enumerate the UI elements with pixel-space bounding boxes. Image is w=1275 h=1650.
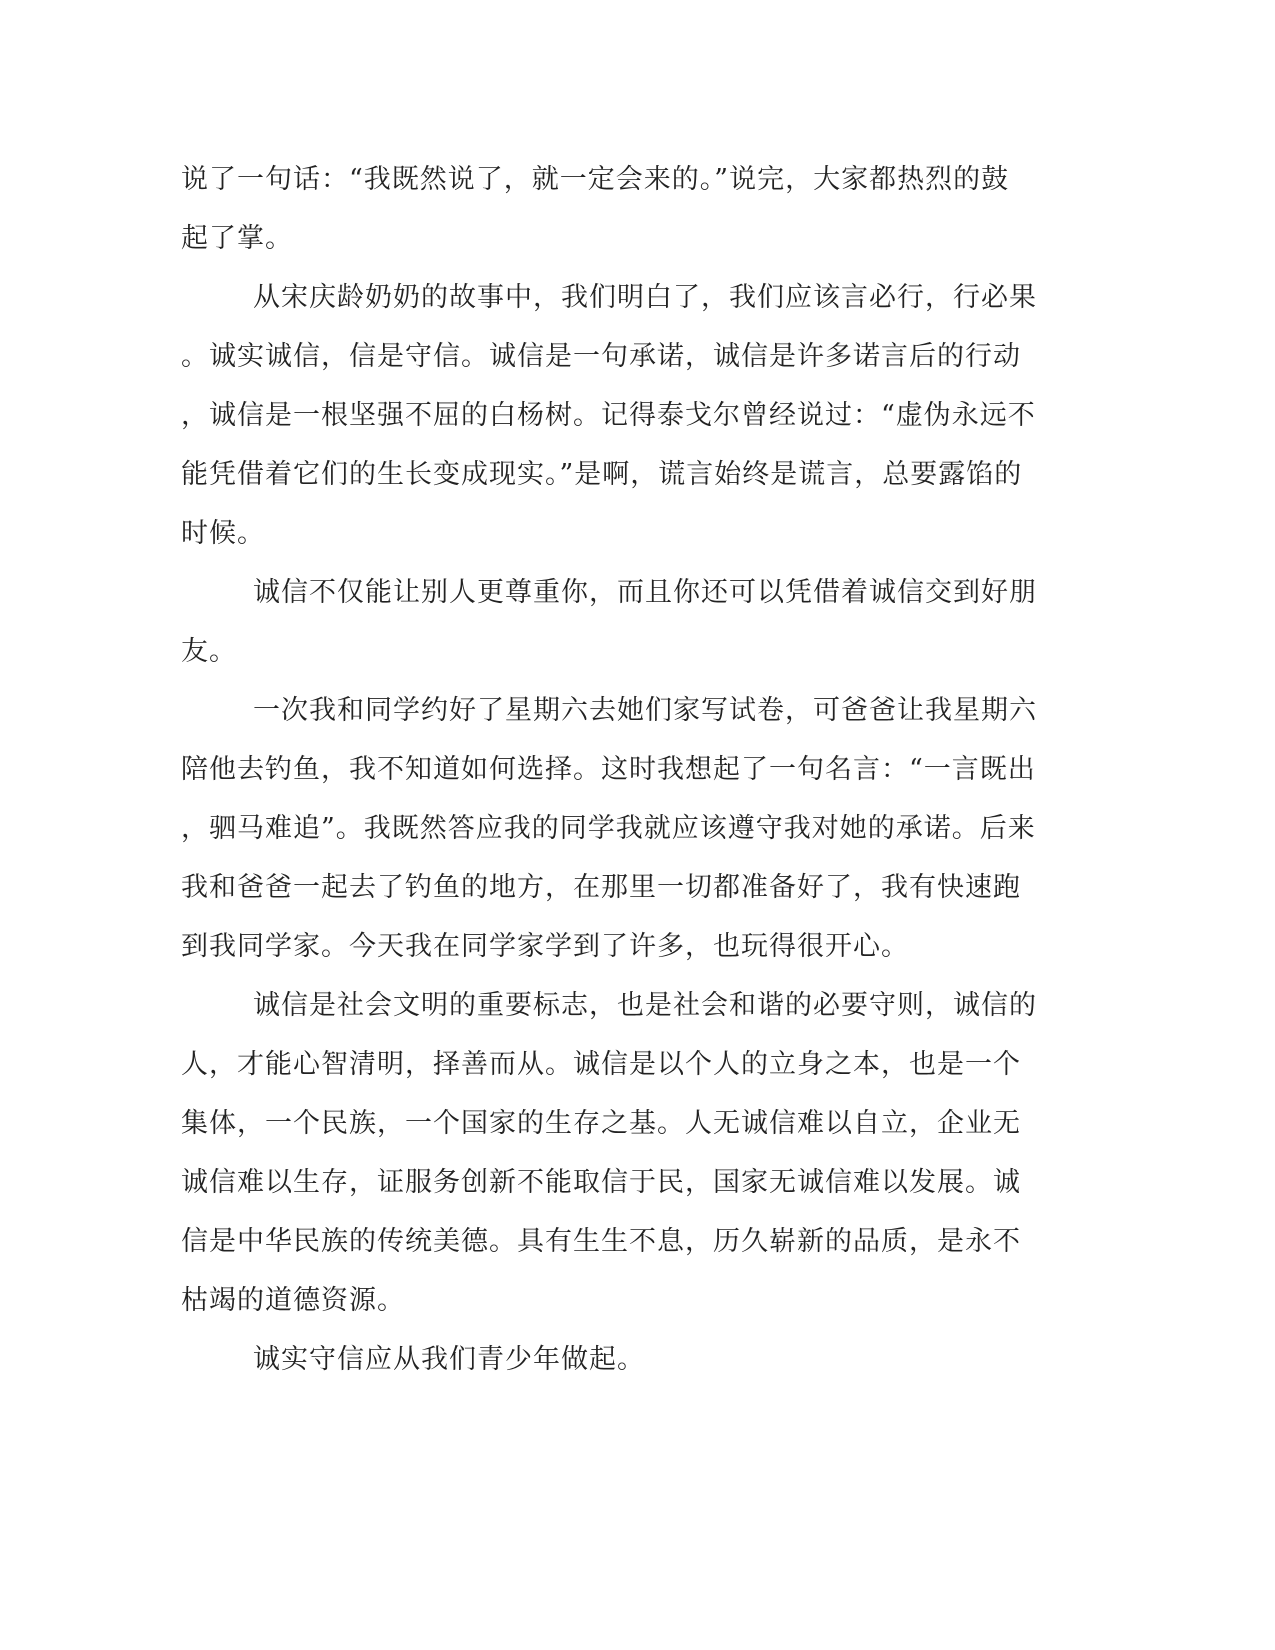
text-line: ，诚信是一根坚强不屈的白杨树。记得泰戈尔曾经说过：“虚伪永远不 [181,400,1036,431]
text-line: 信是中华民族的传统美德。具有生生不息，历久崭新的品质，是永不 [181,1226,1021,1257]
text-line: 集体，一个民族，一个国家的生存之基。人无诚信难以自立，企业无 [181,1108,1021,1139]
text-line: 到我同学家。今天我在同学家学到了许多，也玩得很开心。 [181,931,909,962]
text-line: 一次我和同学约好了星期六去她们家写试卷，可爸爸让我星期六 [253,695,1037,726]
text-line: 。诚实诚信，信是守信。诚信是一句承诺，诚信是许多诺言后的行动 [181,341,1021,372]
text-line: 说了一句话：“我既然说了，就一定会来的。”说完，大家都热烈的鼓 [181,164,1010,195]
text-line: 诚信难以生存，证服务创新不能取信于民，国家无诚信难以发展。诚 [181,1167,1021,1198]
text-line: 枯竭的道德资源。 [181,1285,405,1316]
paragraph-6 [181,1330,1041,1389]
paragraph-2 [181,268,1041,563]
text-line: 诚信不仅能让别人更尊重你，而且你还可以凭借着诚信交到好朋 [253,577,1037,608]
paragraph-4 [181,681,1041,976]
text-line: 友。 [181,636,237,667]
text-line: 我和爸爸一起去了钓鱼的地方，在那里一切都准备好了，我有快速跑 [181,872,1021,903]
text-line: ，驷马难追”。我既然答应我的同学我就应该遵守我对她的承诺。后来 [181,813,1036,844]
text-line: 起了掌。 [181,223,293,254]
text-line: 人，才能心智清明，择善而从。诚信是以个人的立身之本，也是一个 [181,1049,1021,1080]
text-line: 时候。 [181,518,265,549]
document-body [181,150,1041,1389]
text-line: 诚信是社会文明的重要标志，也是社会和谐的必要守则，诚信的 [253,990,1037,1021]
paragraph-3 [181,563,1041,681]
text-line: 陪他去钓鱼，我不知道如何选择。这时我想起了一句名言：“一言既出 [181,754,1036,785]
text-line: 诚实守信应从我们青少年做起。 [253,1344,645,1375]
paragraph-1 [181,150,1041,268]
text-line: 从宋庆龄奶奶的故事中，我们明白了，我们应该言必行，行必果 [253,282,1037,313]
text-line: 能凭借着它们的生长变成现实。”是啊，谎言始终是谎言，总要露馅的 [181,459,1023,490]
paragraph-5 [181,976,1041,1330]
